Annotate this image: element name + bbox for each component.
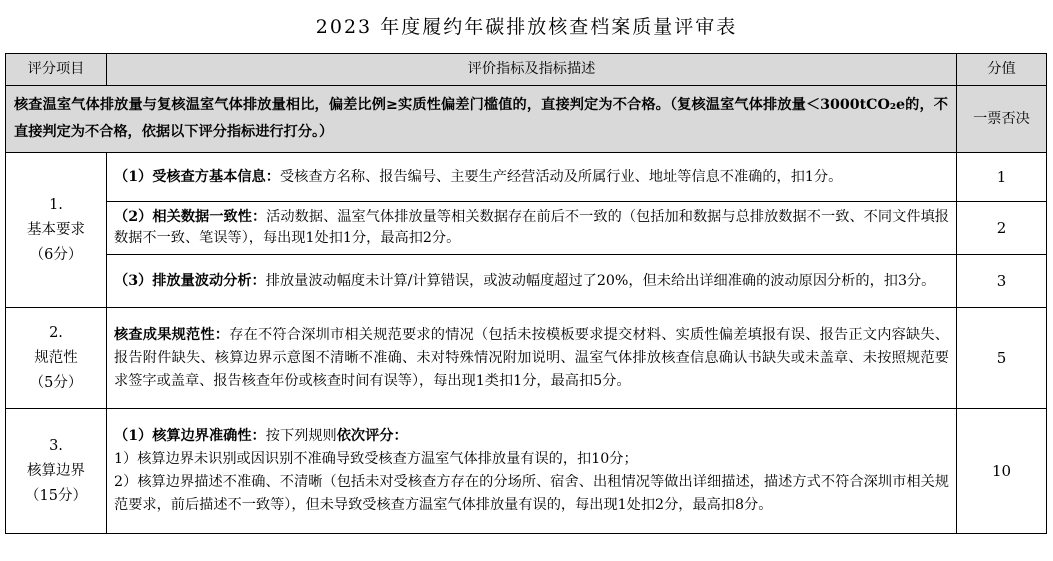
rule-line: 2）核算边界描述不准确、不清晰（包括未对受核查方存在的分场所、宿舍、出租情况等做出详细描述，描述方式不符合深圳市相关规范要求，前后描述不一致等），但未导致受核查方温室气体排放量有误的，每出现1处扣2分，最高扣8分。 bbox=[114, 474, 949, 513]
section-points: （6分） bbox=[29, 246, 83, 263]
page-title: 2023 年度履约年碳排放核查档案质量评审表 bbox=[315, 16, 738, 38]
veto-text: 核查温室气体排放量与复核温室气体排放量相比，偏差比例≥实质性偏差门槛值的，直接判定为不合格。（复核温室气体排放量＜3000tCO₂e的，不直接判定为不合格，依据以下评分指标进行打分。） bbox=[6, 86, 957, 153]
rule-line: 1）核算边界未识别或因识别不准确导致受核查方温室气体排放量有误的，扣10分； bbox=[114, 451, 638, 467]
table-row bbox=[6, 255, 1047, 308]
table-row bbox=[6, 202, 1047, 255]
section-name: 基本要求 bbox=[27, 221, 85, 238]
table-row bbox=[6, 308, 1047, 409]
section-points: （15分） bbox=[25, 487, 87, 504]
score-cell: 5 bbox=[957, 308, 1047, 409]
criteria-cell bbox=[107, 308, 957, 409]
veto-row bbox=[6, 86, 1047, 153]
section-number: 2. bbox=[49, 324, 63, 341]
criteria-text: 排放量波动幅度未计算/计算错误，或波动幅度超过了20%，但未给出详细准确的波动原因分析的，扣3分。 bbox=[265, 272, 936, 289]
section-2-category bbox=[6, 308, 107, 409]
header-item: 评分项目 bbox=[6, 54, 107, 86]
criteria-cell bbox=[107, 153, 957, 202]
header-criteria: 评价指标及指标描述 bbox=[107, 54, 957, 86]
section-name: 核算边界 bbox=[27, 462, 85, 479]
veto-score: 一票否决 bbox=[957, 86, 1047, 153]
table-row bbox=[6, 409, 1047, 534]
section-3-category bbox=[6, 409, 107, 534]
criteria-cell bbox=[107, 255, 957, 308]
header-score: 分值 bbox=[957, 54, 1047, 86]
score-cell: 1 bbox=[957, 153, 1047, 202]
criteria-label: （3）排放量波动分析： bbox=[114, 272, 266, 289]
criteria-lead-bold: 依次评分： bbox=[336, 428, 408, 444]
criteria-heading bbox=[114, 425, 949, 448]
criteria-label: （2）相关数据一致性： bbox=[114, 209, 267, 225]
score-cell: 3 bbox=[957, 255, 1047, 308]
criteria-cell bbox=[107, 202, 957, 255]
score-cell: 2 bbox=[957, 202, 1047, 255]
criteria-label: （1）受核查方基本信息： bbox=[114, 168, 280, 185]
section-1-category bbox=[6, 153, 107, 308]
criteria-text: 活动数据、温室气体排放量等相关数据存在前后不一致的（包括加和数据与总排放数据不一致、不同文件填报数据不一致、笔误等），每出现1处扣1分，最高扣2分。 bbox=[114, 209, 949, 246]
criteria-label: （1）核算边界准确性： bbox=[114, 428, 266, 444]
section-name: 规范性 bbox=[34, 349, 78, 366]
criteria-text: 受核查方名称、报告编号、主要生产经营活动及所属行业、地址等信息不准确的，扣1分。 bbox=[279, 168, 843, 185]
criteria-lead: 按下列规则 bbox=[265, 428, 337, 444]
criteria-label: 核查成果规范性： bbox=[114, 326, 230, 343]
criteria-text: 存在不符合深圳市相关规范要求的情况（包括未按模板要求提交材料、实质性偏差填报有误、报告正文内容缺失、报告附件缺失、核算边界示意图不清晰不准确、未对特殊情况附加说明、温室气体排放核查信息确认书缺失或未盖章、未按照规范要求签字或盖章、报告核查年份或核查时间有误等），每出现1类扣1分，最高扣5分。 bbox=[114, 326, 949, 389]
section-points: （5分） bbox=[29, 374, 83, 391]
criteria-cell bbox=[107, 409, 957, 534]
score-cell: 10 bbox=[957, 409, 1047, 534]
evaluation-table bbox=[5, 53, 1047, 534]
table-header-row bbox=[6, 54, 1047, 86]
section-number: 3. bbox=[49, 437, 63, 454]
table-row bbox=[6, 153, 1047, 202]
section-number: 1. bbox=[49, 196, 63, 213]
